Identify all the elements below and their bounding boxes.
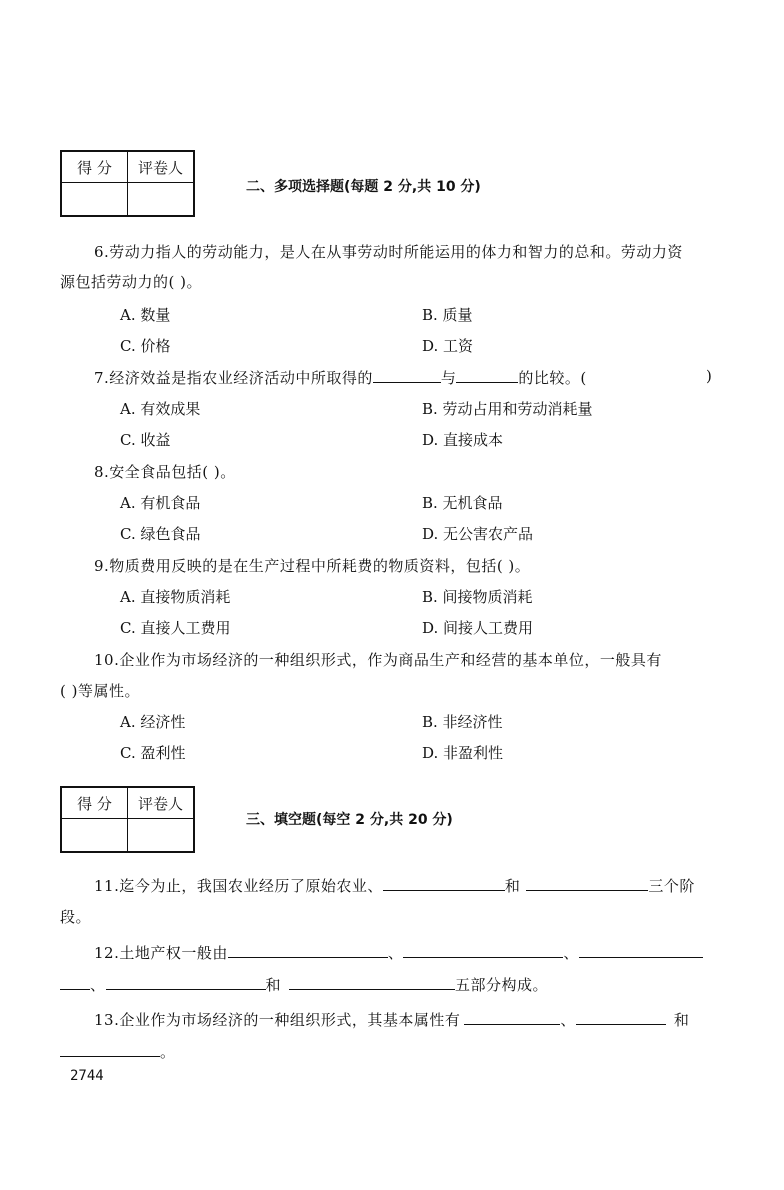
q12-blank-2 [403,943,563,958]
q12-line2 [60,974,548,995]
q6-line1: 6.劳动力指人的劳动能力，是人在从事劳动时所能运用的体力和智力的总和。劳动力资 [94,243,683,261]
q7-option-a: A. 有效成果 [120,400,201,418]
q10-option-d: D. 非盈利性 [422,744,504,762]
q7-option-d: D. 直接成本 [422,431,504,449]
q7-post: 的比较。( [518,369,587,387]
q8-stem: 8.安全食品包括( )。 [94,463,236,481]
q7-blank-2 [456,368,518,383]
q12-sep3: 、 [90,976,106,994]
q11-blank-2 [526,876,648,891]
q11-mid: 和 [504,877,521,895]
q13-sep: 、 [560,1011,576,1029]
q7-close-paren: ) [706,367,713,385]
score-cell [61,183,128,217]
q6-option-c: C. 价格 [120,337,171,355]
q13-and: 和 [673,1011,690,1029]
q12-pre: 12.土地产权一般由 [94,944,228,962]
q6-option-d: D. 工资 [422,337,474,355]
q13-blank-2 [576,1010,666,1025]
q8-option-d: D. 无公害农产品 [422,525,534,543]
q11-pre: 11.迄今为止，我国农业经历了原始农业、 [94,877,383,895]
grader-cell [128,183,195,217]
q9-option-b: B. 间接物质消耗 [422,588,533,606]
q10-line1: 10.企业作为市场经济的一种组织形式，作为商品生产和经营的基本单位，一般具有 [94,651,662,669]
section3-title: 三、填空题(每空 2 分,共 20 分) [246,812,453,828]
q10-line2: ( )等属性。 [60,682,140,700]
q13-blank-1 [464,1010,560,1025]
q11-blank-1 [383,876,505,891]
q8-option-c: C. 绿色食品 [120,525,201,543]
q13-end: 。 [160,1043,176,1061]
score-box-section3 [60,786,195,853]
q13-line1 [94,1009,689,1030]
q12-blank-3a [579,943,703,958]
q7-stem [94,367,587,388]
q7-pre: 7.经济效益是指农业经济活动中所取得的 [94,369,373,387]
q12-line1 [94,942,703,963]
grader-label: 评卷人 [128,787,195,819]
q9-option-a: A. 直接物质消耗 [120,588,231,606]
q11-line2: 段。 [60,908,92,926]
q13-blank-3 [60,1042,160,1057]
q6-option-b: B. 质量 [422,306,473,324]
q7-blank-1 [373,368,441,383]
q6-option-a: A. 数量 [120,306,171,324]
score-label: 得 分 [61,787,128,819]
q7-mid: 与 [440,369,457,387]
q7-option-b: B. 劳动占用和劳动消耗量 [422,400,593,418]
q12-blank-5 [289,975,455,990]
grader-label: 评卷人 [128,151,195,183]
score-cell [61,819,128,853]
q8-option-a: A. 有机食品 [120,494,201,512]
q11-line1 [94,875,695,896]
q11-post: 三个阶 [648,877,695,895]
q6-line2: 源包括劳动力的( )。 [60,273,202,291]
q12-and: 和 [265,976,282,994]
q9-stem: 9.物质费用反映的是在生产过程中所耗费的物质资料，包括( )。 [94,557,531,575]
q9-option-c: C. 直接人工费用 [120,619,231,637]
q8-option-b: B. 无机食品 [422,494,503,512]
q13-pre: 13.企业作为市场经济的一种组织形式，其基本属性有 [94,1011,461,1029]
q13-line2 [60,1041,176,1062]
q10-option-c: C. 盈利性 [120,744,186,762]
q12-blank-1 [228,943,388,958]
q12-post: 五部分构成。 [455,976,549,994]
score-label: 得 分 [61,151,128,183]
page-code: 2744 [70,1068,104,1084]
q7-option-c: C. 收益 [120,431,171,449]
q9-option-d: D. 间接人工费用 [422,619,534,637]
q12-blank-4 [106,975,266,990]
q10-option-b: B. 非经济性 [422,713,503,731]
q10-option-a: A. 经济性 [120,713,186,731]
score-box-section2 [60,150,195,217]
q12-sep1: 、 [387,944,404,962]
grader-cell [128,819,195,853]
q12-blank-3b [60,975,90,990]
section2-title: 二、多项选择题(每题 2 分,共 10 分) [246,179,481,195]
q12-sep2: 、 [563,944,579,962]
